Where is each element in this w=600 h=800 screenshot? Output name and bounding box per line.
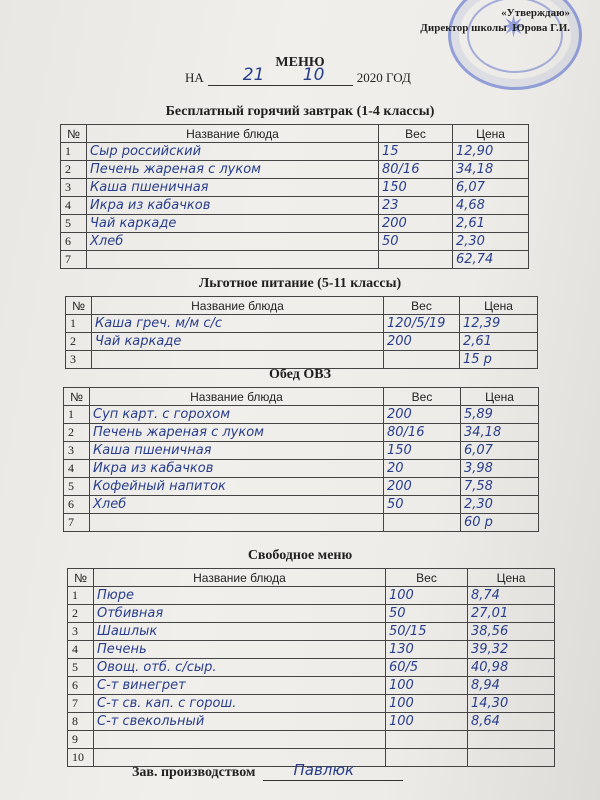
row-number: 5 [64, 478, 90, 496]
section-title: Свободное меню [247, 548, 353, 563]
dish-name: Печень жареная с луком [90, 424, 384, 442]
approve-label: «Утверждаю» [501, 7, 570, 19]
date-blank [208, 65, 353, 86]
dish-price [468, 749, 555, 767]
col-weight-header: Вес [386, 569, 468, 587]
dish-name: Каша греч. м/м с/с [92, 315, 384, 333]
col-name-header: Название блюда [90, 388, 384, 406]
menu-table [67, 568, 555, 767]
row-number: 5 [61, 215, 87, 233]
table-row [64, 514, 539, 532]
dish-price: 60 р [461, 514, 539, 532]
menu-table [63, 387, 539, 532]
table-row [64, 496, 539, 514]
dish-weight: 130 [386, 641, 468, 659]
row-number: 3 [64, 442, 90, 460]
date-prefix: НА [185, 70, 204, 85]
dish-weight: 60/5 [386, 659, 468, 677]
dish-price: 4,68 [453, 197, 529, 215]
table-row [68, 623, 555, 641]
dish-price: 8,64 [468, 713, 555, 731]
row-number: 2 [68, 605, 94, 623]
row-number: 6 [61, 233, 87, 251]
table-row [68, 731, 555, 749]
col-name-header: Название блюда [87, 125, 379, 143]
signature-label: Зав. производством [132, 765, 256, 780]
table-row [68, 641, 555, 659]
dish-price [468, 731, 555, 749]
date-day: 21 [242, 65, 265, 85]
row-number: 7 [64, 514, 90, 532]
dish-price: 39,32 [468, 641, 555, 659]
dish-name: Печень [94, 641, 386, 659]
dish-weight [379, 251, 453, 269]
dish-weight [384, 351, 460, 369]
dish-weight: 200 [384, 406, 461, 424]
table-row [64, 424, 539, 442]
dish-price: 2,61 [453, 215, 529, 233]
menu-date [185, 65, 411, 86]
table-row [66, 315, 538, 333]
table-row [66, 351, 538, 369]
date-year: 2020 ГОД [356, 70, 411, 85]
dish-price: 2,30 [461, 496, 539, 514]
dish-name: Чай каркаде [92, 333, 384, 351]
row-number: 1 [61, 143, 87, 161]
dish-price: 40,98 [468, 659, 555, 677]
dish-price: 12,39 [460, 315, 538, 333]
table-row [61, 233, 529, 251]
col-name-header: Название блюда [94, 569, 386, 587]
row-number: 2 [64, 424, 90, 442]
dish-weight: 15 [379, 143, 453, 161]
row-number: 10 [68, 749, 94, 767]
dish-name: Суп карт. с горохом [90, 406, 384, 424]
director-name: Юрова Г.И. [512, 22, 570, 34]
col-number-header: № [61, 125, 87, 143]
table-row [68, 659, 555, 677]
dish-price: 38,56 [468, 623, 555, 641]
dish-price: 62,74 [453, 251, 529, 269]
table-row [68, 695, 555, 713]
row-number: 5 [68, 659, 94, 677]
col-price-header: Цена [453, 125, 529, 143]
dish-price: 15 р [460, 351, 538, 369]
row-number: 2 [66, 333, 92, 351]
dish-name: Печень жареная с луком [87, 161, 379, 179]
dish-name: Кофейный напиток [90, 478, 384, 496]
row-number: 3 [68, 623, 94, 641]
dish-name: Икра из кабачков [90, 460, 384, 478]
col-price-header: Цена [460, 297, 538, 315]
dish-price: 3,98 [461, 460, 539, 478]
dish-weight: 20 [384, 460, 461, 478]
dish-price: 14,30 [468, 695, 555, 713]
table-row [61, 161, 529, 179]
dish-price: 2,61 [460, 333, 538, 351]
dish-weight: 200 [379, 215, 453, 233]
dish-weight [384, 514, 461, 532]
section-title: Обед ОВЗ [269, 367, 331, 382]
table-row [68, 713, 555, 731]
dish-price: 34,18 [461, 424, 539, 442]
table-row [64, 478, 539, 496]
dish-price: 34,18 [453, 161, 529, 179]
table-row [68, 605, 555, 623]
row-number: 1 [66, 315, 92, 333]
table-header-row [64, 388, 539, 406]
col-number-header: № [66, 297, 92, 315]
section-title: Бесплатный горячий завтрак (1-4 классы) [165, 104, 435, 119]
dish-weight: 23 [379, 197, 453, 215]
dish-weight [386, 731, 468, 749]
dish-weight: 200 [384, 478, 461, 496]
dish-name [94, 731, 386, 749]
col-number-header: № [68, 569, 94, 587]
date-month: 10 [302, 65, 325, 85]
dish-price: 12,90 [453, 143, 529, 161]
dish-weight: 150 [379, 179, 453, 197]
dish-name: Пюре [94, 587, 386, 605]
dish-weight: 50 [384, 496, 461, 514]
dish-weight: 50 [379, 233, 453, 251]
dish-name: Чай каркаде [87, 215, 379, 233]
dish-weight: 80/16 [384, 424, 461, 442]
col-price-header: Цена [468, 569, 555, 587]
dish-weight: 200 [384, 333, 460, 351]
row-number: 8 [68, 713, 94, 731]
dish-price: 27,01 [468, 605, 555, 623]
col-number-header: № [64, 388, 90, 406]
row-number: 7 [68, 695, 94, 713]
dish-price: 6,07 [461, 442, 539, 460]
col-weight-header: Вес [384, 388, 461, 406]
dish-name: Сыр российский [87, 143, 379, 161]
row-number: 4 [68, 641, 94, 659]
dish-name [87, 251, 379, 269]
col-price-header: Цена [461, 388, 539, 406]
dish-weight: 100 [386, 677, 468, 695]
dish-name: С-т свекольный [94, 713, 386, 731]
dish-price: 2,30 [453, 233, 529, 251]
dish-name [90, 514, 384, 532]
col-weight-header: Вес [384, 297, 460, 315]
dish-price: 8,94 [468, 677, 555, 695]
row-number: 6 [68, 677, 94, 695]
approval-block [380, 6, 570, 40]
dish-weight: 150 [384, 442, 461, 460]
dish-name: Каша пшеничная [87, 179, 379, 197]
signature: Павлюк [293, 761, 355, 779]
table-row [64, 460, 539, 478]
dish-weight: 100 [386, 587, 468, 605]
row-number: 4 [64, 460, 90, 478]
row-number: 6 [64, 496, 90, 514]
dish-weight: 100 [386, 695, 468, 713]
dish-weight: 120/5/19 [384, 315, 460, 333]
table-row [61, 143, 529, 161]
dish-price: 6,07 [453, 179, 529, 197]
dish-name: Овощ. отб. с/сыр. [94, 659, 386, 677]
row-number: 1 [64, 406, 90, 424]
table-header-row [66, 297, 538, 315]
table-header-row [61, 125, 529, 143]
row-number: 9 [68, 731, 94, 749]
table-row [64, 442, 539, 460]
table-row [61, 179, 529, 197]
dish-name: Икра из кабачков [87, 197, 379, 215]
dish-name: Хлеб [90, 496, 384, 514]
dish-name: Шашлык [94, 623, 386, 641]
dish-price: 8,74 [468, 587, 555, 605]
table-row [68, 587, 555, 605]
dish-price: 7,58 [461, 478, 539, 496]
menu-title: МЕНЮ [275, 55, 325, 70]
dish-name: С-т винегрет [94, 677, 386, 695]
row-number: 4 [61, 197, 87, 215]
dish-weight: 50/15 [386, 623, 468, 641]
col-weight-header: Вес [379, 125, 453, 143]
menu-table [65, 296, 538, 369]
row-number: 2 [61, 161, 87, 179]
row-number: 3 [66, 351, 92, 369]
table-row [66, 333, 538, 351]
dish-weight [386, 749, 468, 767]
dish-name [92, 351, 384, 369]
signature-blank [263, 761, 403, 781]
dish-weight: 100 [386, 713, 468, 731]
menu-table [60, 124, 529, 269]
director-line [380, 21, 570, 36]
dish-name: Каша пшеничная [90, 442, 384, 460]
row-number: 1 [68, 587, 94, 605]
seal-star-icon: ✷ [501, 11, 527, 44]
dish-weight: 80/16 [379, 161, 453, 179]
dish-price: 5,89 [461, 406, 539, 424]
col-name-header: Название блюда [92, 297, 384, 315]
section-title: Льготное питание (5-11 классы) [198, 276, 402, 291]
table-row [61, 197, 529, 215]
dish-weight: 50 [386, 605, 468, 623]
table-row [61, 251, 529, 269]
row-number: 7 [61, 251, 87, 269]
dish-name: С-т св. кап. с горош. [94, 695, 386, 713]
row-number: 3 [61, 179, 87, 197]
dish-name: Отбивная [94, 605, 386, 623]
table-row [68, 677, 555, 695]
table-header-row [68, 569, 555, 587]
signature-line [132, 761, 403, 781]
table-row [61, 215, 529, 233]
dish-name: Хлеб [87, 233, 379, 251]
director-label: Директор школы [420, 22, 507, 34]
table-row [64, 406, 539, 424]
